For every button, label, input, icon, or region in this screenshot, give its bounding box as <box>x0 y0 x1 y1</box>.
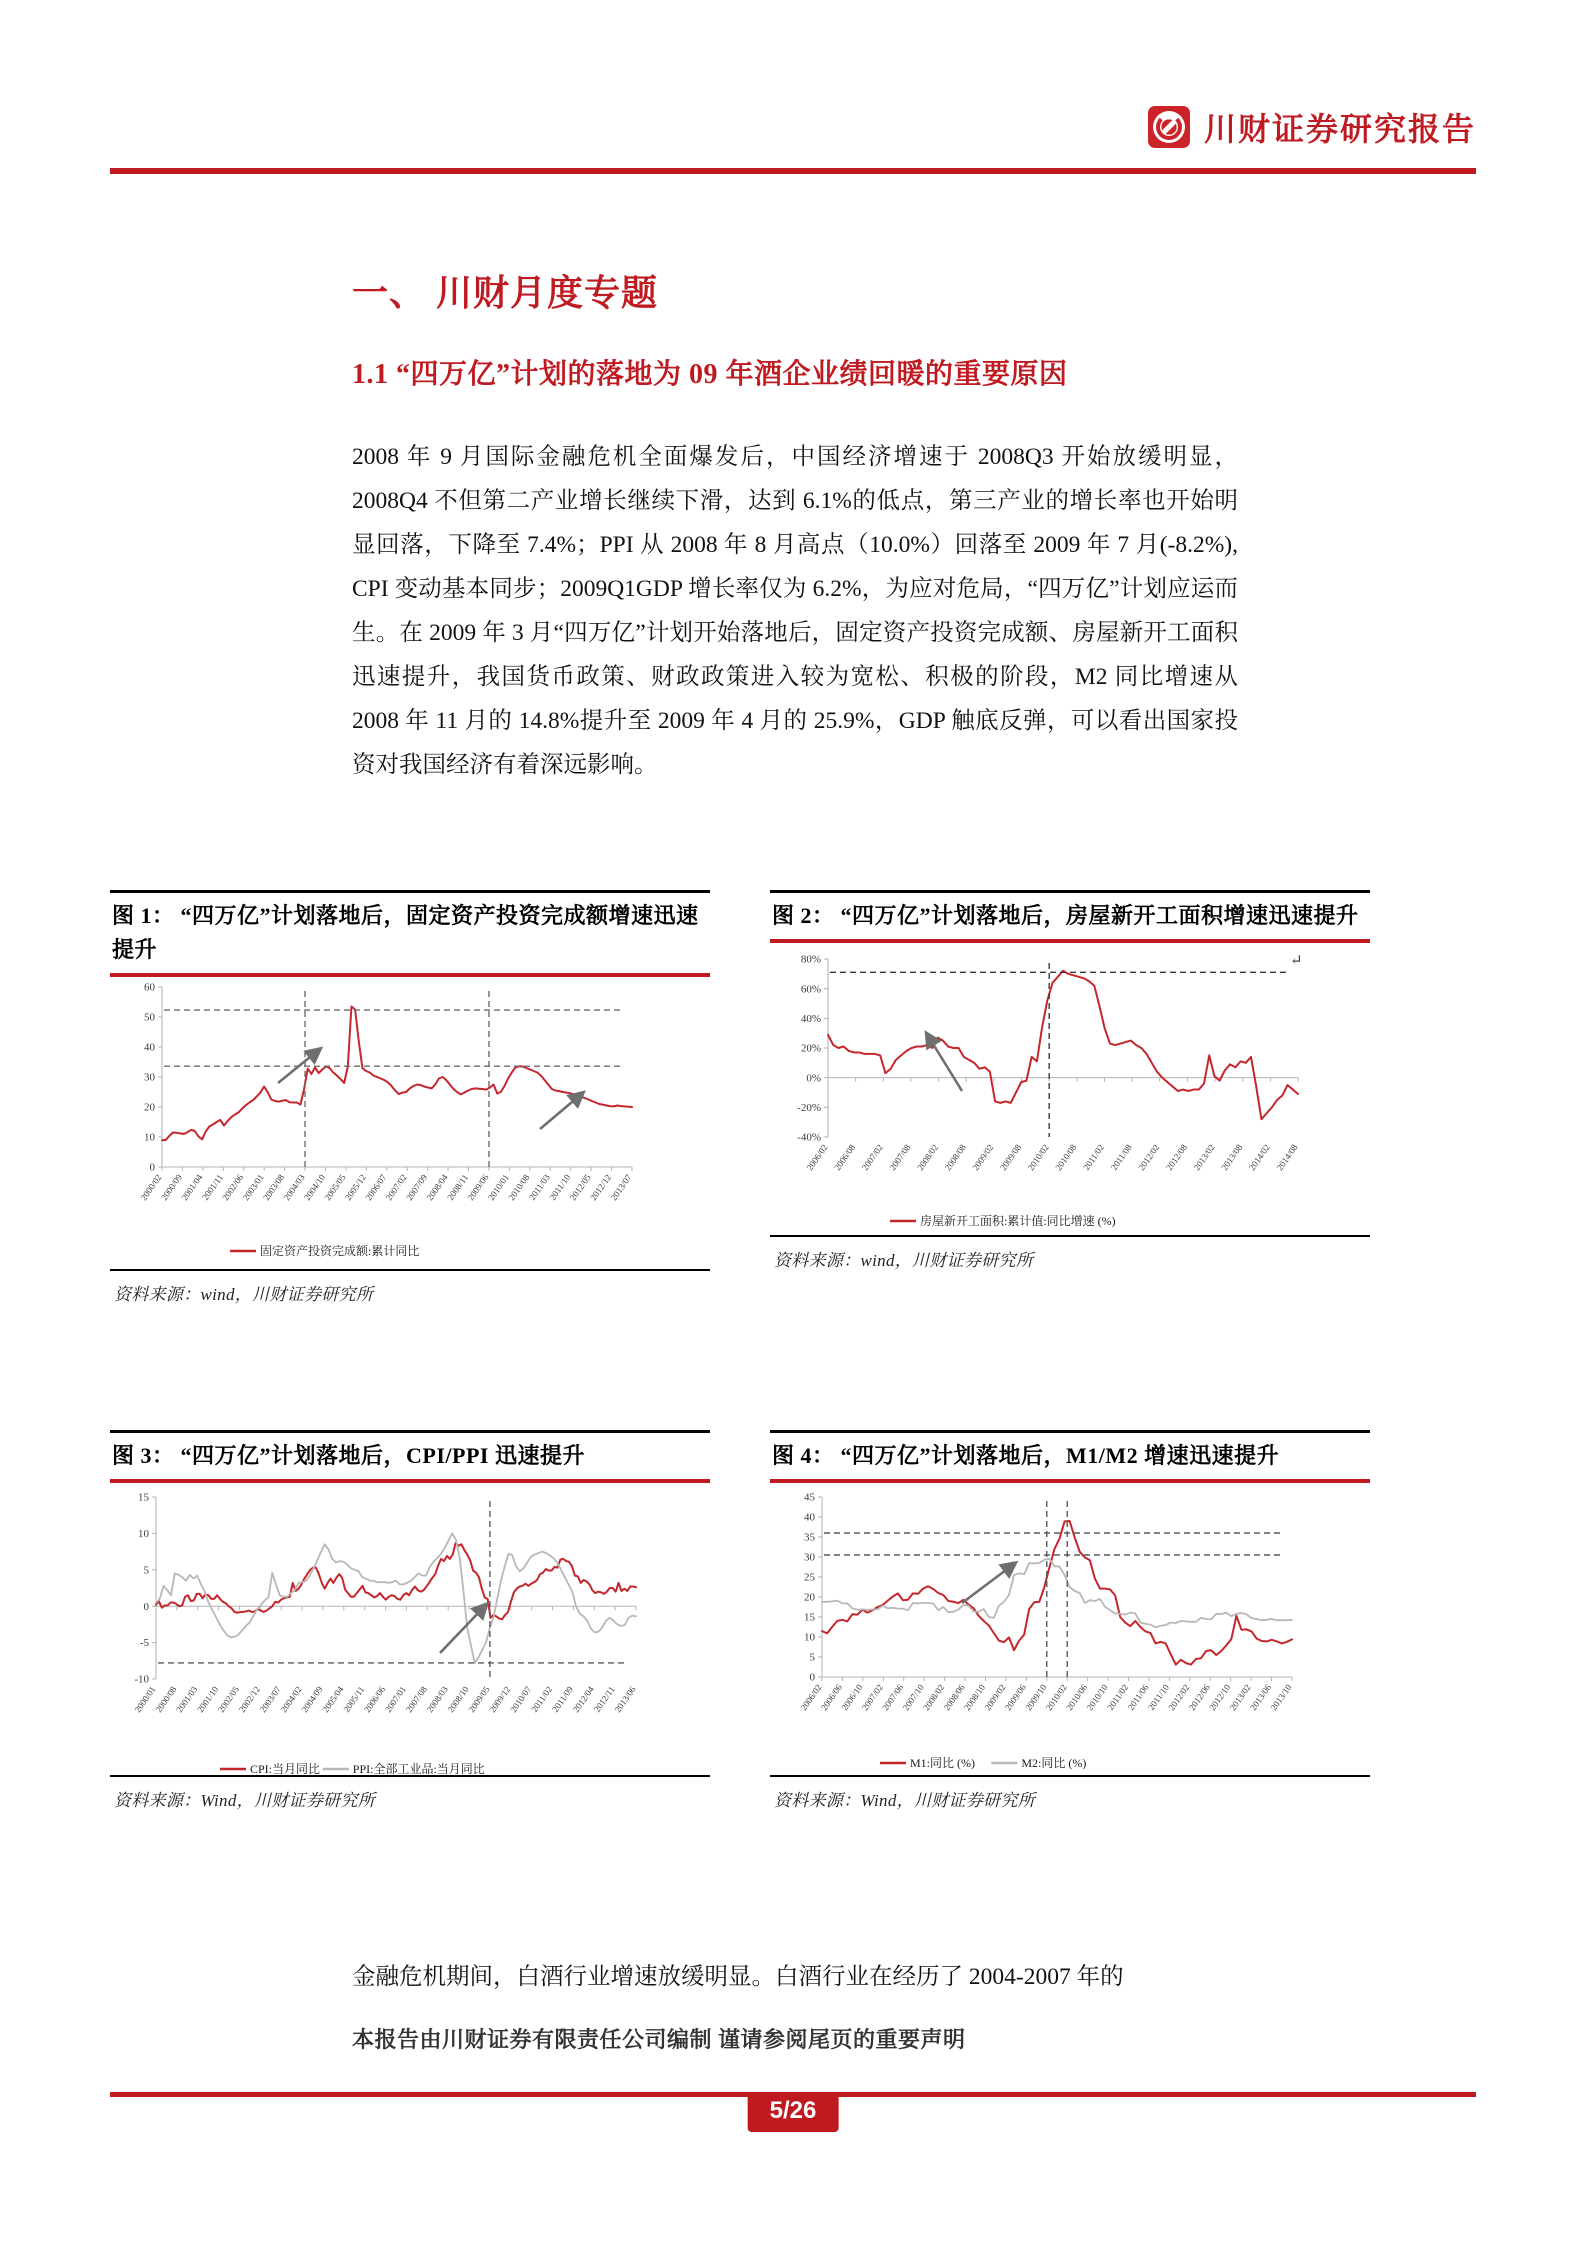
figure-3 <box>110 1430 710 1811</box>
svg-text:60: 60 <box>144 981 155 994</box>
footer-disclaimer: 本报告由川财证券有限责任公司编制 谨请参阅尾页的重要声明 <box>352 2027 966 2052</box>
svg-text:2005/12: 2005/12 <box>342 1172 368 1203</box>
svg-text:2014/02: 2014/02 <box>1246 1142 1272 1173</box>
svg-text:2013/10: 2013/10 <box>1268 1682 1294 1713</box>
svg-text:2009/02: 2009/02 <box>970 1142 996 1173</box>
svg-text:2010/10: 2010/10 <box>1084 1682 1110 1713</box>
svg-text:2001/03: 2001/03 <box>174 1684 200 1715</box>
svg-text:2002/05: 2002/05 <box>215 1684 242 1715</box>
svg-text:2008/03: 2008/03 <box>424 1684 450 1715</box>
svg-text:0: 0 <box>143 1600 149 1613</box>
svg-text:2001/10: 2001/10 <box>195 1684 221 1715</box>
figure-4-chart <box>770 1483 1370 1775</box>
svg-text:2007/02: 2007/02 <box>859 1142 885 1173</box>
svg-text:2004/03: 2004/03 <box>281 1172 307 1203</box>
chuancai-logo-icon <box>1148 106 1190 148</box>
svg-text:2006/07: 2006/07 <box>363 1172 389 1203</box>
svg-text:30: 30 <box>144 1071 155 1084</box>
svg-text:2010/08: 2010/08 <box>506 1172 532 1203</box>
svg-text:35: 35 <box>804 1531 815 1544</box>
svg-text:80%: 80% <box>800 953 821 966</box>
svg-text:50: 50 <box>144 1011 155 1024</box>
header-divider <box>110 168 1476 174</box>
svg-text:2011/03: 2011/03 <box>526 1172 552 1203</box>
svg-text:2004/02: 2004/02 <box>278 1684 304 1715</box>
svg-text:2008/08: 2008/08 <box>942 1142 968 1173</box>
svg-text:30: 30 <box>804 1551 815 1564</box>
svg-text:2011/02: 2011/02 <box>1081 1142 1107 1173</box>
figure-2 <box>770 890 1370 1271</box>
figure-2-chart <box>770 943 1370 1235</box>
svg-text:2008/10: 2008/10 <box>445 1684 471 1715</box>
svg-text:固定资产投资完成额:累计同比: 固定资产投资完成额:累计同比 <box>260 1244 420 1258</box>
svg-text:2005/11: 2005/11 <box>341 1684 367 1715</box>
svg-text:45: 45 <box>804 1491 815 1504</box>
svg-text:2009/02: 2009/02 <box>982 1682 1008 1713</box>
svg-text:2006/10: 2006/10 <box>839 1682 865 1713</box>
svg-text:2012/08: 2012/08 <box>1163 1142 1190 1173</box>
svg-text:2002/06: 2002/06 <box>220 1172 246 1203</box>
svg-text:2010/02: 2010/02 <box>1025 1142 1051 1173</box>
svg-text:2012/02: 2012/02 <box>1136 1142 1162 1173</box>
svg-text:60%: 60% <box>800 983 821 996</box>
svg-text:20: 20 <box>144 1101 155 1114</box>
svg-text:M1:同比 (%): M1:同比 (%) <box>910 1756 975 1770</box>
svg-text:10: 10 <box>144 1131 155 1144</box>
svg-text:2012/05: 2012/05 <box>567 1172 593 1203</box>
svg-text:2012/11: 2012/11 <box>591 1684 617 1715</box>
svg-text:2008/02: 2008/02 <box>915 1142 941 1173</box>
svg-text:2007/08: 2007/08 <box>403 1684 429 1715</box>
svg-text:2006/06: 2006/06 <box>818 1682 845 1713</box>
svg-text:2006/08: 2006/08 <box>832 1142 858 1173</box>
svg-text:2012/06: 2012/06 <box>1186 1682 1212 1713</box>
figure-2-title: 图 2： “四万亿”计划落地后，房屋新开工面积增速迅速提升 <box>772 903 1359 928</box>
svg-text:2004/09: 2004/09 <box>299 1684 325 1715</box>
svg-text:40%: 40% <box>800 1012 821 1025</box>
svg-text:PPI:全部工业品:当月同比: PPI:全部工业品:当月同比 <box>352 1762 485 1775</box>
svg-text:2012/04: 2012/04 <box>570 1684 596 1715</box>
svg-text:M2:同比 (%): M2:同比 (%) <box>1021 1756 1087 1770</box>
chart-fig1 <box>110 977 710 1269</box>
svg-text:2008/10: 2008/10 <box>961 1682 988 1713</box>
svg-text:15: 15 <box>804 1611 815 1624</box>
svg-text:2000/08: 2000/08 <box>153 1684 179 1715</box>
svg-text:2012/12: 2012/12 <box>588 1172 614 1203</box>
chart-fig2 <box>770 943 1370 1235</box>
svg-text:2008/04: 2008/04 <box>424 1172 450 1203</box>
svg-text:2000/02: 2000/02 <box>138 1172 164 1203</box>
figure-3-chart <box>110 1483 710 1775</box>
svg-text:0%: 0% <box>806 1072 821 1085</box>
svg-text:2014/08: 2014/08 <box>1274 1142 1300 1173</box>
svg-text:20%: 20% <box>800 1042 821 1055</box>
svg-text:2006/06: 2006/06 <box>362 1684 388 1715</box>
svg-text:2008/06: 2008/06 <box>941 1682 967 1713</box>
svg-text:2004/10: 2004/10 <box>301 1172 328 1203</box>
svg-text:20: 20 <box>804 1591 815 1604</box>
brand-block <box>1148 104 1476 150</box>
svg-text:2002/12: 2002/12 <box>236 1684 262 1715</box>
svg-text:2012/02: 2012/02 <box>1166 1682 1192 1713</box>
figure-3-source: 资料来源：Wind，川财证券研究所 <box>114 1791 376 1810</box>
svg-text:2013/07: 2013/07 <box>608 1172 634 1203</box>
svg-text:-40%: -40% <box>797 1131 821 1144</box>
svg-text:2003/08: 2003/08 <box>261 1172 287 1203</box>
svg-text:房屋新开工面积:累计值:同比增速 (%): 房屋新开工面积:累计值:同比增速 (%) <box>920 1214 1116 1228</box>
svg-text:2013/06: 2013/06 <box>612 1684 638 1715</box>
figure-1-chart <box>110 977 710 1269</box>
figure-4-source: 资料来源：Wind，川财证券研究所 <box>774 1791 1036 1810</box>
svg-text:0: 0 <box>149 1161 155 1174</box>
svg-text:2007/09: 2007/09 <box>404 1172 430 1203</box>
svg-text:2011/02: 2011/02 <box>1105 1682 1131 1713</box>
svg-text:-20%: -20% <box>797 1101 821 1114</box>
svg-text:2013/02: 2013/02 <box>1191 1142 1217 1173</box>
svg-text:2009/05: 2009/05 <box>466 1684 492 1715</box>
brand-name: 川财证券研究报告 <box>1203 111 1476 147</box>
svg-text:5: 5 <box>143 1564 149 1577</box>
carriage-return-mark: ↵ <box>1290 953 1303 969</box>
svg-text:40: 40 <box>144 1041 155 1054</box>
page-number-badge: 5/26 <box>748 2092 839 2132</box>
svg-text:2006/02: 2006/02 <box>804 1142 830 1173</box>
figure-1 <box>110 890 710 1305</box>
svg-text:2011/02: 2011/02 <box>529 1684 555 1715</box>
svg-text:2011/06: 2011/06 <box>1125 1682 1151 1713</box>
svg-text:2005/04: 2005/04 <box>320 1684 346 1715</box>
svg-text:2009/10: 2009/10 <box>1023 1682 1049 1713</box>
svg-text:2010/02: 2010/02 <box>1043 1682 1069 1713</box>
svg-text:25: 25 <box>804 1571 815 1584</box>
svg-text:2010/01: 2010/01 <box>485 1172 512 1203</box>
svg-text:15: 15 <box>138 1491 149 1504</box>
figure-1-title: 图 1： “四万亿”计划落地后，固定资产投资完成额增速迅速提升 <box>112 903 699 962</box>
svg-text:-10: -10 <box>134 1673 149 1686</box>
svg-text:-5: -5 <box>139 1637 149 1650</box>
svg-text:2007/08: 2007/08 <box>887 1142 913 1173</box>
figure-4-title: 图 4： “四万亿”计划落地后，M1/M2 增速迅速提升 <box>772 1443 1280 1468</box>
svg-text:2011/10: 2011/10 <box>547 1172 573 1203</box>
figure-4 <box>770 1430 1370 1811</box>
svg-text:2010/06: 2010/06 <box>1064 1682 1090 1713</box>
svg-text:2009/12: 2009/12 <box>487 1684 513 1715</box>
figure-2-source: 资料来源：wind，川财证券研究所 <box>774 1251 1034 1270</box>
svg-text:2007/01: 2007/01 <box>382 1684 409 1715</box>
section-heading: 一、 川财月度专题 <box>352 273 659 313</box>
svg-text:2011/09: 2011/09 <box>550 1684 576 1715</box>
chart-fig4 <box>770 1483 1370 1775</box>
svg-text:40: 40 <box>804 1511 815 1524</box>
svg-text:2005/05: 2005/05 <box>322 1172 348 1203</box>
svg-text:2010/08: 2010/08 <box>1053 1142 1079 1173</box>
body-paragraph: 2008 年 9 月国际金融危机全面爆发后，中国经济增速于 2008Q3 开始放缓明显，2008Q4 不但第二产业增长继续下滑，达到 6.1%的低点，第三产业的增长率也开始明显回落，下降至 7.4%；PPI 从 2008 年 8 月高点（10.0%）回落至 2009 年 7 月(-8.2%), CPI 变动基本同步；2009Q1GDP 增长率仅为 6.2%，为应对危局，“四万亿”计划应运而生。在 2009 年 3 月“四万亿”计划开始落地后，固定资产投资完成额、房屋新开工面积迅速提升，我国货币政策、财政政策进入较为宽松、积极的阶段，M2 同比增速从 2008 年 11 月的 14.8%提升至 2009 年 4 月的 25.9%，GDP 触底反弹，可以看出国家投资对我国经济有着深远影响。 <box>352 444 1238 778</box>
svg-text:2013/08: 2013/08 <box>1219 1142 1245 1173</box>
closing-paragraph: 金融危机期间，白酒行业增速放缓明显。白酒行业在经历了 2004-2007 年的 <box>352 1964 1124 1990</box>
svg-text:2007/02: 2007/02 <box>859 1682 885 1713</box>
subsection-heading: 1.1 “四万亿”计划的落地为 09 年酒企业绩回暖的重要原因 <box>352 359 1068 390</box>
svg-text:2003/01: 2003/01 <box>240 1172 266 1203</box>
figure-3-title: 图 3： “四万亿”计划落地后，CPI/PPI 迅速提升 <box>112 1443 585 1468</box>
svg-text:2006/02: 2006/02 <box>798 1682 824 1713</box>
svg-text:10: 10 <box>138 1528 149 1540</box>
svg-text:2009/06: 2009/06 <box>465 1172 491 1203</box>
svg-text:2013/02: 2013/02 <box>1227 1682 1253 1713</box>
svg-text:2007/06: 2007/06 <box>880 1682 906 1713</box>
svg-text:2011/10: 2011/10 <box>1146 1682 1172 1713</box>
svg-text:5: 5 <box>809 1651 815 1664</box>
svg-text:10: 10 <box>804 1631 815 1644</box>
svg-text:2013/06: 2013/06 <box>1248 1682 1274 1713</box>
svg-text:2000/01: 2000/01 <box>132 1684 158 1715</box>
svg-text:2003/07: 2003/07 <box>257 1684 283 1715</box>
svg-text:2007/02: 2007/02 <box>383 1172 409 1203</box>
chart-fig3 <box>110 1483 710 1775</box>
svg-text:2008/02: 2008/02 <box>921 1682 947 1713</box>
svg-text:CPI:当月同比: CPI:当月同比 <box>250 1762 321 1775</box>
svg-text:0: 0 <box>809 1671 815 1684</box>
svg-text:2007/10: 2007/10 <box>900 1682 926 1713</box>
svg-text:2001/11: 2001/11 <box>200 1172 225 1203</box>
svg-text:2011/08: 2011/08 <box>1108 1142 1134 1173</box>
page-header <box>0 0 1586 180</box>
figure-1-source: 资料来源：wind，川财证券研究所 <box>114 1285 374 1304</box>
svg-text:2009/06: 2009/06 <box>1002 1682 1028 1713</box>
svg-text:2008/11: 2008/11 <box>445 1172 471 1203</box>
svg-text:2000/09: 2000/09 <box>158 1172 185 1203</box>
svg-text:2010/07: 2010/07 <box>508 1684 534 1715</box>
svg-text:2012/10: 2012/10 <box>1207 1682 1233 1713</box>
svg-text:2001/04: 2001/04 <box>179 1172 205 1203</box>
svg-text:2009/08: 2009/08 <box>998 1142 1024 1173</box>
